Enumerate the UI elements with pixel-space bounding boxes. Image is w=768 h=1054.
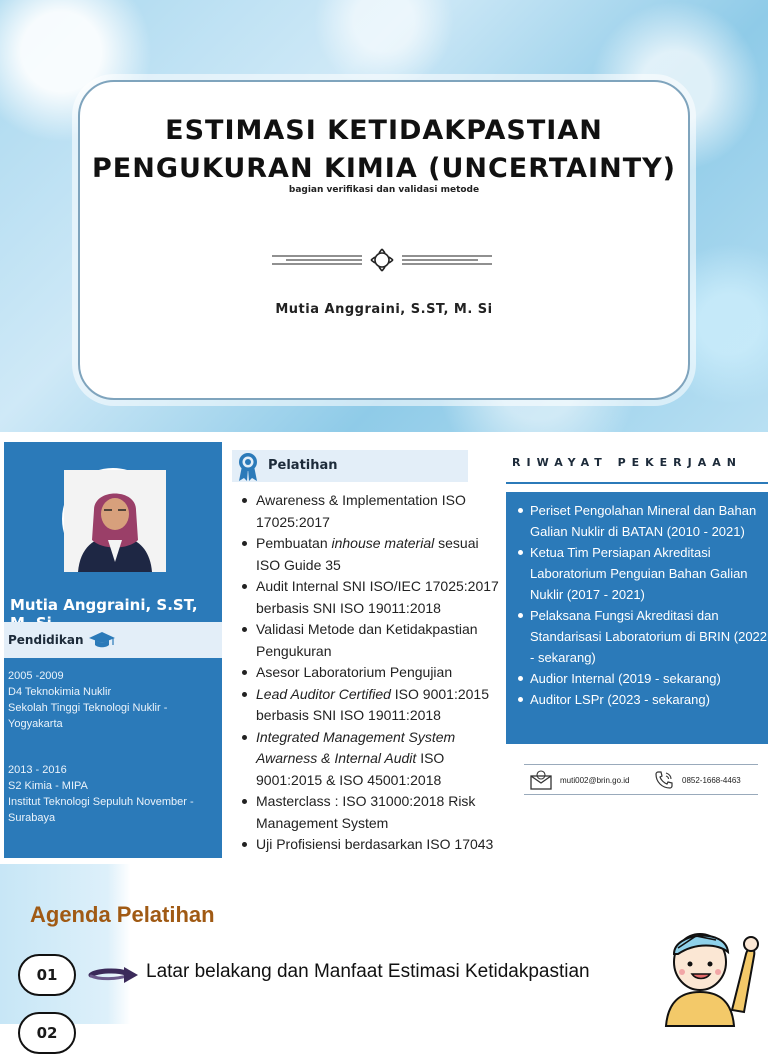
work-history-divider — [506, 482, 768, 484]
presentation-title — [0, 112, 768, 188]
title-line-1: ESTIMASI KETIDAKPASTIAN — [165, 115, 603, 146]
mail-icon — [530, 770, 554, 790]
list-item: Lead Auditor Certified ISO 9001:2015 berbasis SNI ISO 19011:2018 — [240, 684, 502, 727]
list-item: Awareness & Implementation ISO 17025:2017 — [240, 490, 502, 533]
agenda-slide — [0, 864, 768, 1042]
work-history-list — [516, 500, 768, 710]
agenda-number-1: 01 — [18, 954, 76, 996]
agenda-item-1: Latar belakang dan Manfaat Estimasi Ketidakpastian — [146, 961, 590, 982]
presentation-subtitle: bagian verifikasi dan validasi metode — [288, 185, 480, 195]
profile-slide — [0, 432, 768, 864]
education-entry-1 — [8, 668, 167, 732]
divider-ornament-icon — [272, 246, 492, 274]
list-item: Pembuatan inhouse material sesuai ISO Guide 35 — [240, 533, 502, 576]
list-item: Validasi Metode dan Ketidakpastian Pengukuran — [240, 619, 502, 662]
avatar — [62, 468, 164, 570]
education-years: 2005 -2009 — [8, 670, 64, 682]
student-raising-hand-icon — [656, 914, 768, 1026]
training-list — [240, 490, 502, 856]
contact-email: muti002@brin.go.id — [560, 776, 630, 785]
list-item: Masterclass : ISO 31000:2018 Risk Management System — [240, 791, 502, 834]
list-item: Audit Internal SNI ISO/IEC 17025:2017 berbasis SNI ISO 19011:2018 — [240, 576, 502, 619]
graduation-cap-icon — [88, 631, 116, 649]
training-label: Pelatihan — [268, 458, 338, 473]
medal-icon — [236, 452, 260, 482]
list-item: Integrated Management System Awarness & Internal Audit ISO 9001:2015 & ISO 45001:2018 — [240, 727, 502, 792]
education-program: D4 Teknokimia Nuklir — [8, 686, 112, 698]
agenda-number-2: 02 — [18, 1012, 76, 1054]
contact-divider-bottom — [524, 794, 758, 795]
education-program: S2 Kimia - MIPA — [8, 780, 88, 792]
phone-icon — [654, 770, 674, 790]
arrow-right-icon — [88, 964, 140, 986]
education-years: 2013 - 2016 — [8, 764, 67, 776]
list-item: Asesor Laboratorium Pengujian — [240, 662, 502, 684]
list-item: Uji Profisiensi berdasarkan ISO 17043 — [240, 834, 502, 856]
work-history-panel — [506, 492, 768, 744]
education-entry-2 — [8, 762, 194, 826]
education-city: Surabaya — [8, 812, 56, 824]
education-institution: Institut Teknologi Sepuluh November - — [8, 796, 194, 808]
work-history-title: RIWAYAT PEKERJAAN — [512, 456, 742, 469]
author-name: Mutia Anggraini, S.ST, M. Si — [275, 302, 493, 317]
contact-phone: 0852-1668-4463 — [682, 776, 741, 785]
person-photo-icon — [64, 470, 166, 572]
education-header — [4, 622, 222, 658]
profile-name: Mutia Anggraini, S.ST, — [10, 596, 198, 614]
list-item: Auditor LSPr (2023 - sekarang) — [516, 689, 768, 710]
list-item: Periset Pengolahan Mineral dan Bahan Galian Nuklir di BATAN (2010 - 2021) — [516, 500, 768, 542]
list-item: Ketua Tim Persiapan Akreditasi Laboratorium Penguian Bahan Galian Nuklir (2017 - 2021) — [516, 542, 768, 605]
training-header — [232, 450, 468, 482]
title-slide — [0, 0, 768, 432]
title-line-2: PENGUKURAN KIMIA (UNCERTAINTY) — [91, 153, 676, 184]
list-item: Pelaksana Fungsi Akreditasi dan Standarisasi Laboratorium di BRIN (2022 - sekarang) — [516, 605, 768, 668]
agenda-title: Agenda Pelatihan — [30, 902, 215, 927]
list-item: Audior Internal (2019 - sekarang) — [516, 668, 768, 689]
education-institution: Sekolah Tinggi Teknologi Nuklir - — [8, 702, 168, 714]
contact-divider-top — [524, 764, 758, 765]
education-city: Yogyakarta — [8, 718, 63, 730]
education-label: Pendidikan — [8, 633, 84, 647]
